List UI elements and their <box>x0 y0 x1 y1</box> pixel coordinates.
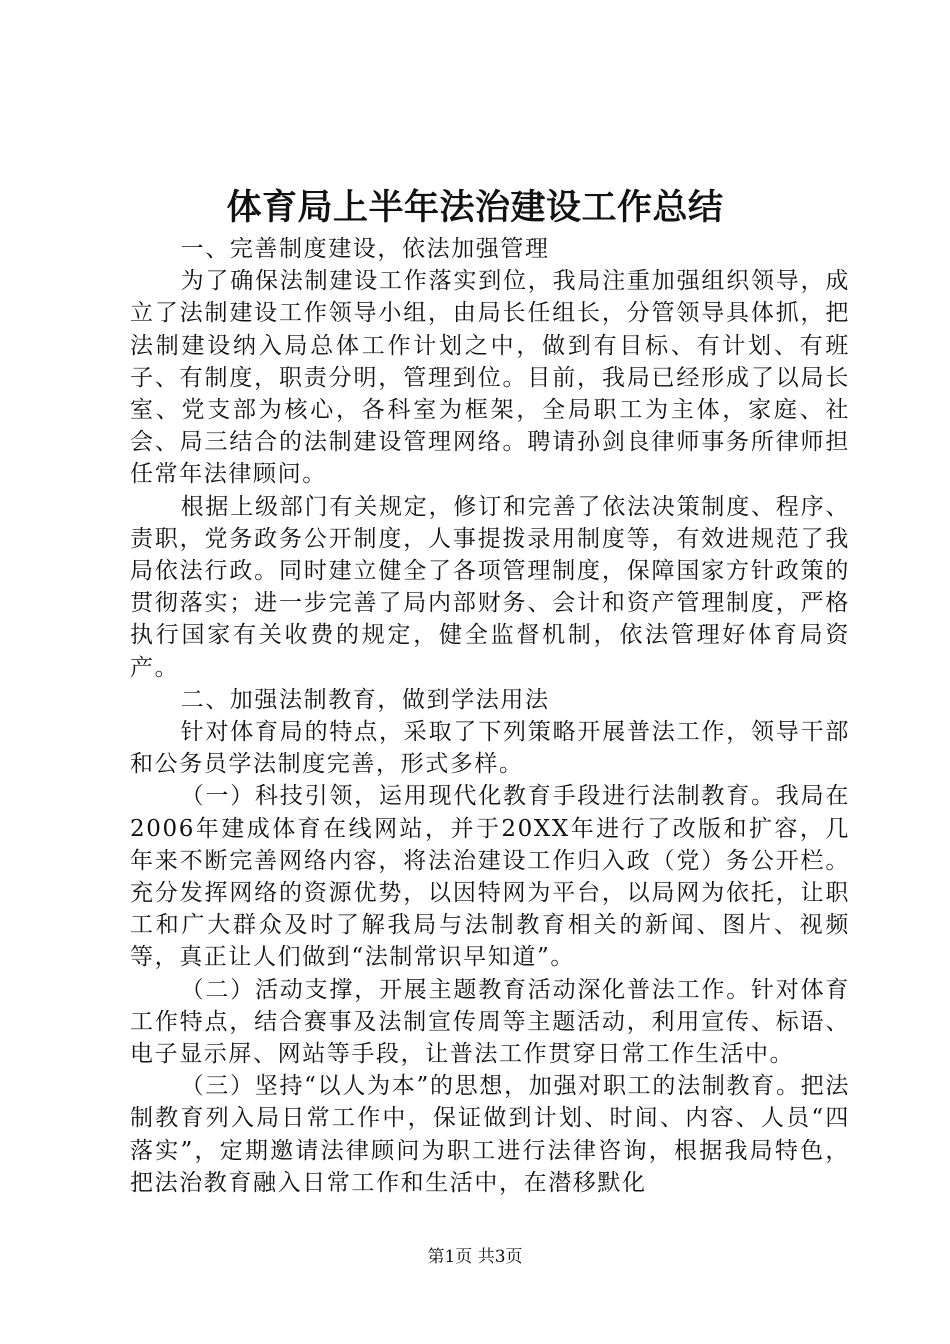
section-heading-1: 一、完善制度建设，依法加强管理 <box>180 236 550 262</box>
document-body <box>130 233 850 1199</box>
section-heading-2: 二、加强法制教育，做到学法用法 <box>180 686 550 713</box>
page-number-footer: 第1页 共3页 <box>427 1247 523 1267</box>
body-paragraph: （二）活动支撑，开展主题教育活动深化普法工作。针对体育工作特点，结合赛事及法制宣传周等主题活动，利用宣传、标语、电子显示屏、网站等手段，让普法工作贯穿日常工作生活中。 <box>130 976 850 1068</box>
body-paragraph: 根据上级部门有关规定，修订和完善了依法决策制度、程序、责职，党务政务公开制度，人事提拨录用制度等，有效进规范了我局依法行政。同时建立健全了各项管理制度，保障国家方针政策的贯彻落实；进一步完善了局内部财务、会计和资产管理制度，严格执行国家有关收费的规定，健全监督机制，依法管理好体育局资产。 <box>130 493 850 681</box>
body-paragraph: 为了确保法制建设工作落实到位，我局注重加强组织领导，成立了法制建设工作领导小组，由局长任组长，分管领导具体抓，把法制建设纳入局总体工作计划之中，做到有目标、有计划、有班子、有制度，职责分明，管理到位。目前，我局已经形成了以局长室、党支部为核心，各科室为框架，全局职工为主体，家庭、社会、局三结合的法制建设管理网络。聘请孙剑良律师事务所律师担任常年法律顾问。 <box>130 268 850 488</box>
body-paragraph: （三）坚持“以人为本”的思想，加强对职工的法制教育。把法制教育列入局日常工作中，保证做到计划、时间、内容、人员“四落实”，定期邀请法律顾问为职工进行法律咨询，根据我局特色，把法治教育融入日常工作和生活中，在潜移默化 <box>130 1073 850 1196</box>
body-paragraph: 针对体育局的特点，采取了下列策略开展普法工作，领导干部和公务员学法制度完善，形式多样。 <box>130 719 850 778</box>
document-title: 体育局上半年法治建设工作总结 <box>226 187 724 228</box>
body-paragraph: （一）科技引领，运用现代化教育手段进行法制教育。我局在2006年建成体育在线网站，并于20XX年进行了改版和扩容，几年来不断完善网络内容，将法治建设工作归入政（党）务公开栏。充分发挥网络的资源优势，以因特网为平台，以局网为依托，让职工和广大群众及时了解我局与法制教育相关的新闻、图片、视频等，真正让人们做到“法制常识早知道”。 <box>130 783 850 971</box>
